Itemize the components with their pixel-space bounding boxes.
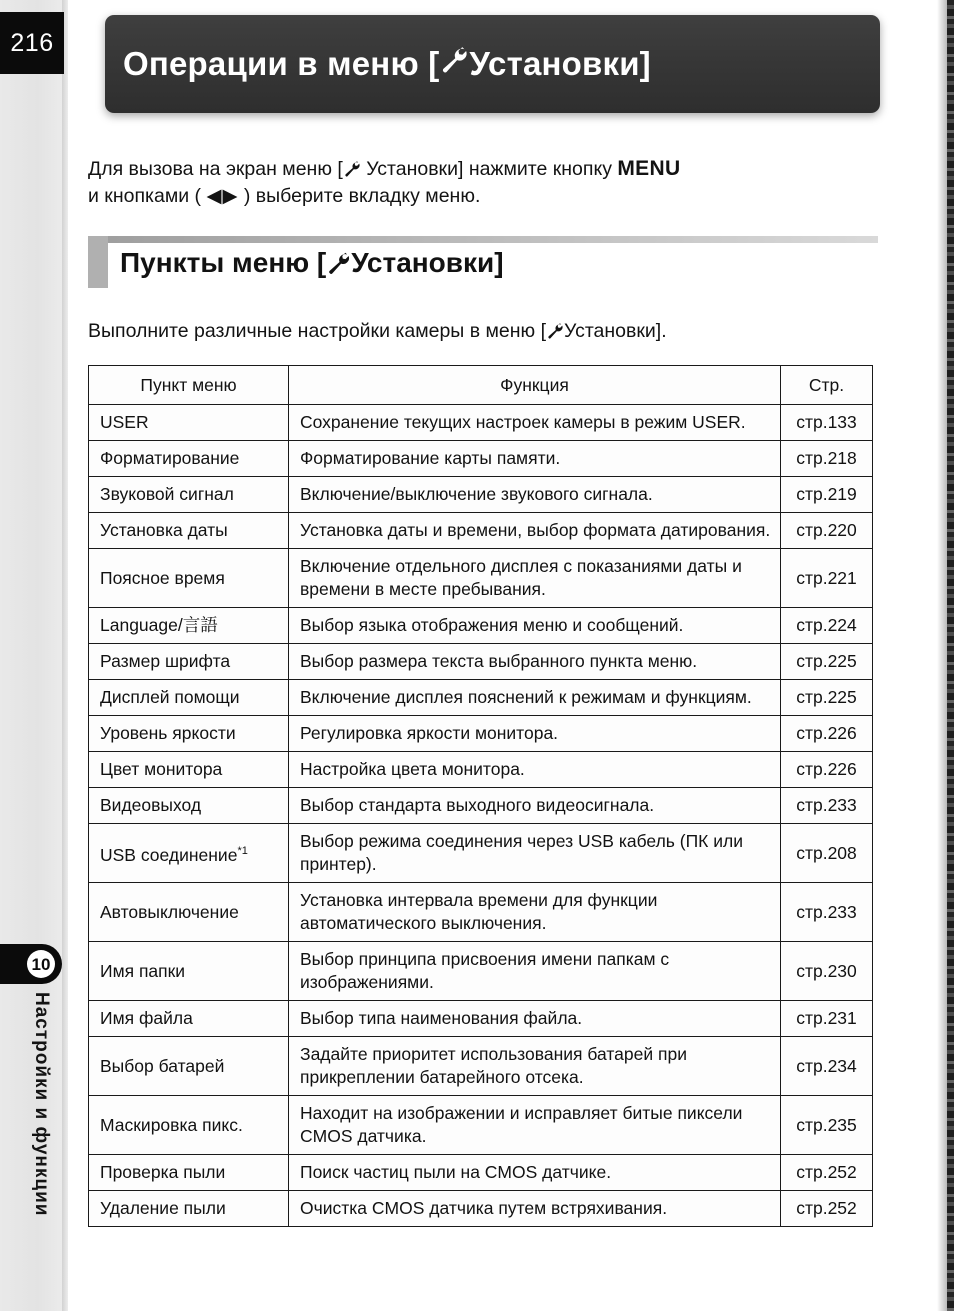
cell-menu-item — [89, 549, 289, 608]
chapter-tab — [0, 944, 62, 984]
table-row — [89, 716, 873, 752]
table-row — [89, 824, 873, 883]
intro-line1-mid: Установки] нажмите кнопку — [360, 158, 618, 180]
table-row — [89, 608, 873, 644]
menu-item-label: Маскировка пикс. — [100, 1114, 243, 1135]
intro-line2-prefix: и кнопками ( — [88, 185, 207, 208]
cell-page-reference[interactable]: стр.225 — [781, 680, 873, 716]
menu-button-key: MENU — [617, 157, 681, 180]
menu-item-label: Имя файла — [100, 1008, 193, 1028]
cell-page-reference[interactable]: стр.220 — [781, 513, 873, 549]
cell-page-reference[interactable]: стр.230 — [781, 942, 873, 1001]
menu-item-label: Звуковой сигнал — [100, 484, 234, 504]
chapter-number-badge: 10 — [27, 950, 55, 978]
cell-function-description: Включение отдельного дисплея с показаниями даты и времени в месте пребывания. — [289, 549, 781, 608]
cell-menu-item — [89, 680, 289, 716]
cell-page-reference[interactable]: стр.226 — [781, 752, 873, 788]
lead-suffix: Установки]. — [564, 320, 667, 342]
section-marker — [88, 236, 108, 288]
table-row — [89, 549, 873, 608]
section-heading-block — [88, 236, 878, 298]
table-row — [89, 883, 873, 942]
menu-item-label: USER — [100, 412, 149, 432]
menu-item-label: Видеовыход — [100, 795, 202, 815]
cell-page-reference[interactable]: стр.252 — [781, 1155, 873, 1191]
page-title — [105, 45, 651, 83]
cell-function-description: Выбор типа наименования файла. — [289, 1001, 781, 1037]
table-header-row — [89, 366, 873, 405]
column-header-function: Функция — [289, 366, 781, 405]
cell-menu-item — [89, 608, 289, 644]
cell-function-description: Регулировка яркости монитора. — [289, 716, 781, 752]
cell-menu-item — [89, 1001, 289, 1037]
cell-page-reference[interactable]: стр.224 — [781, 608, 873, 644]
intro-line-1 — [88, 155, 878, 183]
table-row — [89, 680, 873, 716]
menu-item-label: Выбор батарей — [100, 1055, 225, 1076]
section-heading-prefix: Пункты меню [ — [120, 247, 327, 278]
cell-function-description: Задайте приоритет использования батарей при прикреплении батарейного отсека. — [289, 1037, 781, 1096]
cell-function-description: Настройка цвета монитора. — [289, 752, 781, 788]
cell-menu-item — [89, 1155, 289, 1191]
menu-item-label: Установка даты — [100, 520, 228, 540]
cell-menu-item — [89, 1191, 289, 1227]
page-number — [0, 12, 64, 74]
cell-menu-item — [89, 824, 289, 883]
menu-item-label: Дисплей помощи — [100, 687, 240, 707]
section-lead-paragraph — [88, 318, 888, 344]
cell-function-description: Поиск частиц пыли на CMOS датчике. — [289, 1155, 781, 1191]
menu-item-label: Имя папки — [100, 960, 186, 981]
cell-menu-item — [89, 441, 289, 477]
wrench-icon — [343, 156, 361, 183]
table-row — [89, 1037, 873, 1096]
page-title-bar — [105, 15, 880, 113]
cell-menu-item — [89, 513, 289, 549]
page-title-prefix: Операции в меню [ — [123, 45, 440, 82]
chapter-side-label: Настройки и функции — [31, 992, 52, 1217]
intro-line2-suffix: ) выберите вкладку меню. — [238, 185, 481, 208]
menu-item-label: Размер шрифта — [100, 651, 231, 671]
cell-page-reference[interactable]: стр.234 — [781, 1037, 873, 1096]
cell-menu-item — [89, 1096, 289, 1155]
cell-page-reference[interactable]: стр.133 — [781, 405, 873, 441]
table-row — [89, 513, 873, 549]
column-header-item: Пункт меню — [89, 366, 289, 405]
cell-function-description: Включение дисплея пояснений к режимам и функциям. — [289, 680, 781, 716]
cell-function-description: Форматирование карты памяти. — [289, 441, 781, 477]
right-scan-shadow — [937, 0, 947, 1311]
table-row — [89, 752, 873, 788]
menu-item-label: Проверка пыли — [100, 1162, 226, 1182]
cell-page-reference[interactable]: стр.231 — [781, 1001, 873, 1037]
page-number-value: 216 — [10, 28, 54, 57]
table-row — [89, 1191, 873, 1227]
menu-item-label: Удаление пыли — [100, 1198, 226, 1218]
cell-function-description: Выбор размера текста выбранного пункта меню. — [289, 644, 781, 680]
cell-page-reference[interactable]: стр.252 — [781, 1191, 873, 1227]
right-page-edge — [947, 0, 954, 1311]
table-body — [89, 405, 873, 1227]
cell-page-reference[interactable]: стр.218 — [781, 441, 873, 477]
setup-menu-table — [88, 365, 873, 1227]
menu-item-label: Уровень яркости — [100, 723, 236, 743]
table-row — [89, 644, 873, 680]
menu-item-label: USB соединение — [100, 844, 238, 865]
cell-menu-item — [89, 788, 289, 824]
cell-page-reference[interactable]: стр.233 — [781, 788, 873, 824]
cell-page-reference[interactable]: стр.233 — [781, 883, 873, 942]
cell-function-description: Выбор языка отображения меню и сообщений. — [289, 608, 781, 644]
menu-item-label: Language/言語 — [100, 615, 218, 635]
section-rule — [88, 236, 878, 243]
table-row — [89, 788, 873, 824]
menu-item-label: Форматирование — [100, 448, 240, 468]
cell-function-description: Находит на изображении и исправляет битые пиксели CMOS датчика. — [289, 1096, 781, 1155]
column-header-page: Стр. — [781, 366, 873, 405]
cell-function-description: Очистка CMOS датчика путем встряхивания. — [289, 1191, 781, 1227]
cell-menu-item — [89, 942, 289, 1001]
cell-menu-item — [89, 644, 289, 680]
intro-line1-prefix: Для вызова на экран меню [ — [88, 158, 343, 180]
cell-function-description: Выбор стандарта выходного видеосигнала. — [289, 788, 781, 824]
menu-item-label: Поясное время — [100, 567, 225, 588]
cell-function-description: Включение/выключение звукового сигнала. — [289, 477, 781, 513]
cell-page-reference[interactable]: стр.219 — [781, 477, 873, 513]
cell-menu-item — [89, 405, 289, 441]
wrench-icon — [546, 318, 564, 344]
menu-item-label: Цвет монитора — [100, 759, 223, 779]
cell-page-reference[interactable]: стр.208 — [781, 824, 873, 883]
section-heading-suffix: Установки] — [351, 247, 504, 278]
cell-page-reference[interactable]: стр.226 — [781, 716, 873, 752]
cell-function-description: Установка интервала времени для функции автоматического выключения. — [289, 883, 781, 942]
arrow-keys-icon: ◀▶ — [206, 185, 239, 208]
cell-function-description: Выбор режима соединения через USB кабель (ПК или принтер). — [289, 824, 781, 883]
table-row — [89, 1155, 873, 1191]
cell-function-description: Установка даты и времени, выбор формата датирования. — [289, 513, 781, 549]
cell-menu-item — [89, 1037, 289, 1096]
table-row — [89, 1001, 873, 1037]
cell-menu-item — [89, 752, 289, 788]
cell-function-description: Сохранение текущих настроек камеры в режим USER. — [289, 405, 781, 441]
cell-page-reference[interactable]: стр.221 — [781, 549, 873, 608]
table-row — [89, 441, 873, 477]
cell-page-reference[interactable]: стр.235 — [781, 1096, 873, 1155]
cell-page-reference[interactable]: стр.225 — [781, 644, 873, 680]
table-row — [89, 942, 873, 1001]
menu-item-label: Автовыключение — [100, 901, 239, 922]
intro-line-2 — [88, 183, 878, 210]
lead-prefix: Выполните различные настройки камеры в меню [ — [88, 320, 546, 342]
table-row — [89, 477, 873, 513]
cell-menu-item — [89, 883, 289, 942]
table-row — [89, 1096, 873, 1155]
page-title-suffix: Установки] — [469, 45, 651, 82]
cell-function-description: Выбор принципа присвоения имени папкам с изображениями. — [289, 942, 781, 1001]
wrench-icon — [439, 45, 469, 83]
section-heading — [120, 247, 504, 279]
cell-menu-item — [89, 716, 289, 752]
table-row — [89, 405, 873, 441]
cell-menu-item — [89, 477, 289, 513]
wrench-icon — [326, 247, 351, 279]
intro-paragraph — [88, 155, 878, 210]
footnote-marker: *1 — [237, 844, 248, 857]
